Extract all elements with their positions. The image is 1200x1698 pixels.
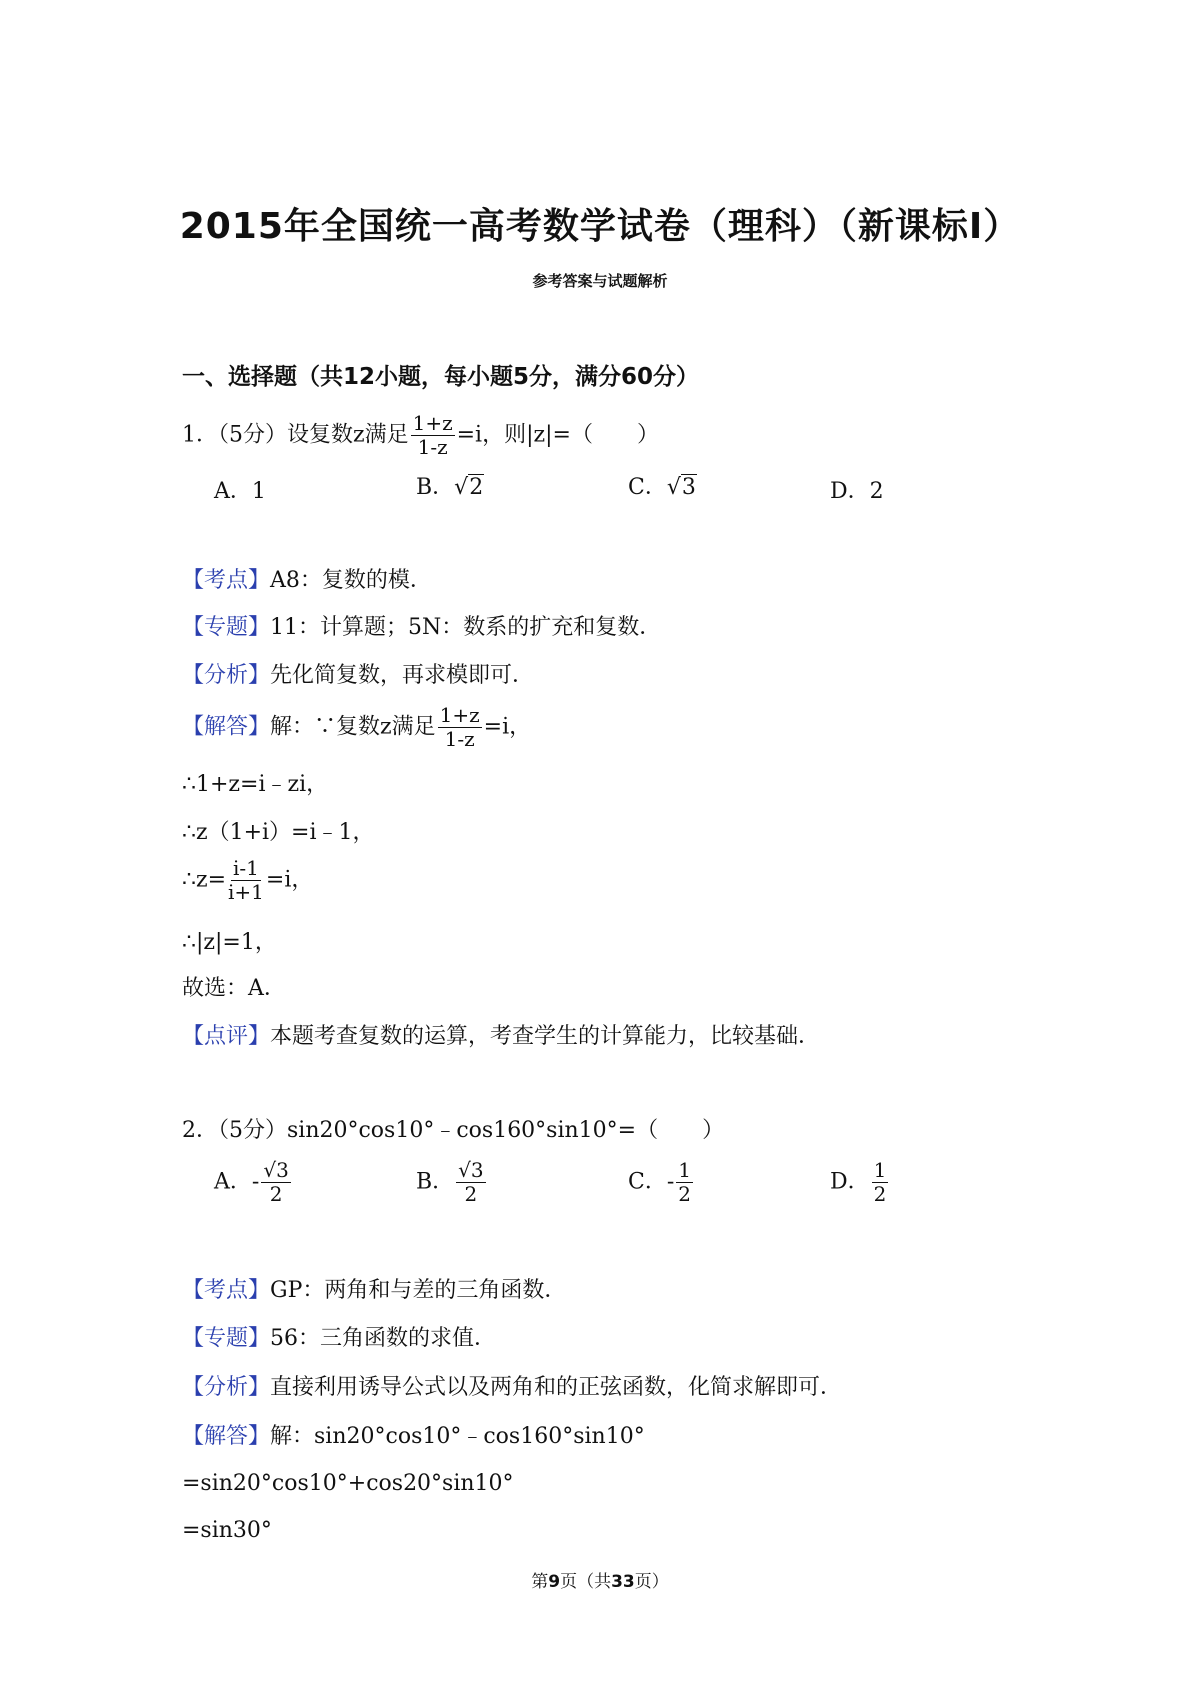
radicand: 2 bbox=[469, 475, 484, 500]
option-fraction bbox=[676, 1160, 693, 1205]
zhuanti-tag: 【专题】 bbox=[182, 1326, 271, 1351]
q1-dianping bbox=[182, 1026, 820, 1048]
option-fraction bbox=[261, 1160, 290, 1205]
fraction-numerator: 1+z bbox=[412, 411, 453, 435]
q1-fenxi bbox=[182, 665, 534, 687]
fenxi-tag: 【分析】 bbox=[182, 663, 271, 688]
fraction-denominator: 2 bbox=[464, 1182, 478, 1206]
option-label: C． bbox=[628, 475, 667, 500]
q2-option-b bbox=[416, 1160, 488, 1205]
footer-mid: 页（共 bbox=[560, 1572, 612, 1592]
radical-icon: √2 bbox=[454, 475, 484, 500]
question-1-fraction bbox=[411, 413, 455, 458]
question-2-stem: 2．（5分）sin20°cos10°﹣cos160°sin10°=（ ） bbox=[182, 1118, 725, 1143]
radical-icon: √3 bbox=[666, 475, 696, 500]
fraction-denominator: 1-z bbox=[444, 727, 475, 751]
option-label: B． bbox=[416, 1169, 455, 1195]
fraction-numerator: √3 bbox=[458, 1158, 484, 1182]
option-sign: - bbox=[666, 1169, 675, 1195]
q2-option-a bbox=[214, 1160, 293, 1205]
kaodian-text: GP：两角和与差的三角函数． bbox=[270, 1278, 567, 1303]
option-fraction bbox=[872, 1160, 889, 1205]
q2-fenxi bbox=[182, 1377, 842, 1399]
jieda-tag: 【解答】 bbox=[182, 714, 271, 740]
step-3-suffix: =i， bbox=[265, 867, 314, 893]
q1-step-2: ∴z（1+i）=i﹣1， bbox=[182, 820, 375, 845]
q2-option-c bbox=[628, 1160, 695, 1205]
option-label: B． bbox=[416, 475, 455, 500]
fraction-numerator: 1+z bbox=[439, 703, 480, 727]
q1-option-b bbox=[416, 470, 484, 501]
q2-step-2: =sin30° bbox=[182, 1518, 272, 1543]
page-title: 2015年全国统一高考数学试卷（理科）（新课标Ⅰ） bbox=[179, 206, 1021, 247]
q1-kaodian bbox=[182, 570, 432, 592]
fraction-numerator: i-1 bbox=[233, 856, 259, 880]
fenxi-text: 先化简复数，再求模即可． bbox=[270, 663, 535, 688]
jieda-fraction bbox=[438, 705, 482, 750]
kaodian-text: A8：复数的模． bbox=[270, 568, 432, 593]
fraction-numerator: √3 bbox=[263, 1158, 289, 1182]
fraction-numerator: 1 bbox=[678, 1158, 692, 1182]
total-pages: 33 bbox=[611, 1572, 635, 1592]
kaodian-tag: 【考点】 bbox=[182, 568, 271, 593]
question-1-prefix: 1．（5分）设复数z满足 bbox=[182, 422, 409, 448]
option-label: A． bbox=[214, 1169, 252, 1195]
q1-option-c bbox=[628, 470, 697, 501]
fraction-denominator: 2 bbox=[269, 1182, 283, 1206]
fraction-denominator: 1-z bbox=[417, 435, 448, 459]
kaodian-tag: 【考点】 bbox=[182, 1278, 271, 1303]
q2-jieda bbox=[182, 1426, 645, 1448]
fenxi-text: 直接利用诱导公式以及两角和的正弦函数，化简求解即可． bbox=[270, 1375, 843, 1400]
q2-option-d bbox=[830, 1160, 890, 1205]
option-label: D． bbox=[830, 479, 870, 504]
q1-choice: 故选：A． bbox=[182, 976, 286, 1001]
question-1-suffix: =i，则|z|=（ ） bbox=[456, 422, 659, 448]
q2-kaodian bbox=[182, 1280, 566, 1302]
jieda-prefix: 解：∵复数z满足 bbox=[270, 714, 436, 740]
jieda-tag: 【解答】 bbox=[182, 1424, 271, 1449]
step-3-fraction bbox=[228, 858, 264, 903]
option-value: 1 bbox=[251, 479, 266, 504]
option-fraction bbox=[456, 1160, 485, 1205]
option-label: D． bbox=[830, 1169, 870, 1195]
fraction-denominator: 2 bbox=[873, 1182, 887, 1206]
dianping-tag: 【点评】 bbox=[182, 1024, 271, 1049]
footer-pre: 第 bbox=[531, 1572, 549, 1592]
jieda-text: 解：sin20°cos10°﹣cos160°sin10° bbox=[270, 1424, 645, 1449]
dianping-text: 本题考查复数的运算，考查学生的计算能力，比较基础． bbox=[270, 1024, 821, 1049]
fraction-denominator: 2 bbox=[678, 1182, 692, 1206]
q1-step-1: ∴1+z=i﹣zi， bbox=[182, 772, 329, 797]
q1-zhuanti bbox=[182, 617, 661, 639]
section-heading: 一、选择题（共12小题，每小题5分，满分60分） bbox=[182, 364, 700, 390]
q1-option-a bbox=[214, 474, 266, 505]
fraction-denominator: i+1 bbox=[228, 880, 264, 904]
q1-step-3 bbox=[182, 858, 313, 903]
page-footer bbox=[0, 1567, 1200, 1592]
option-label: C． bbox=[628, 1169, 667, 1195]
option-value: 2 bbox=[869, 479, 884, 504]
q1-jieda bbox=[182, 705, 531, 750]
zhuanti-text: 56：三角函数的求值． bbox=[270, 1326, 497, 1351]
zhuanti-tag: 【专题】 bbox=[182, 615, 271, 640]
zhuanti-text: 11：计算题；5N：数系的扩充和复数． bbox=[270, 615, 662, 640]
footer-post: 页） bbox=[634, 1572, 669, 1592]
option-sign: - bbox=[251, 1169, 260, 1195]
option-label: A． bbox=[214, 479, 252, 504]
step-3-prefix: ∴z= bbox=[182, 867, 227, 893]
question-1-stem bbox=[182, 413, 659, 458]
page-subtitle: 参考答案与试题解析 bbox=[532, 272, 668, 290]
page-number: 9 bbox=[548, 1572, 561, 1592]
fraction-numerator: 1 bbox=[873, 1158, 887, 1182]
q2-step-1: =sin20°cos10°+cos20°sin10° bbox=[182, 1471, 514, 1496]
fenxi-tag: 【分析】 bbox=[182, 1375, 271, 1400]
q1-step-4: ∴|z|=1， bbox=[182, 930, 277, 955]
jieda-suffix: =i， bbox=[483, 714, 532, 740]
q1-option-d bbox=[830, 474, 884, 505]
radicand: 3 bbox=[681, 475, 696, 500]
q2-zhuanti bbox=[182, 1328, 496, 1350]
